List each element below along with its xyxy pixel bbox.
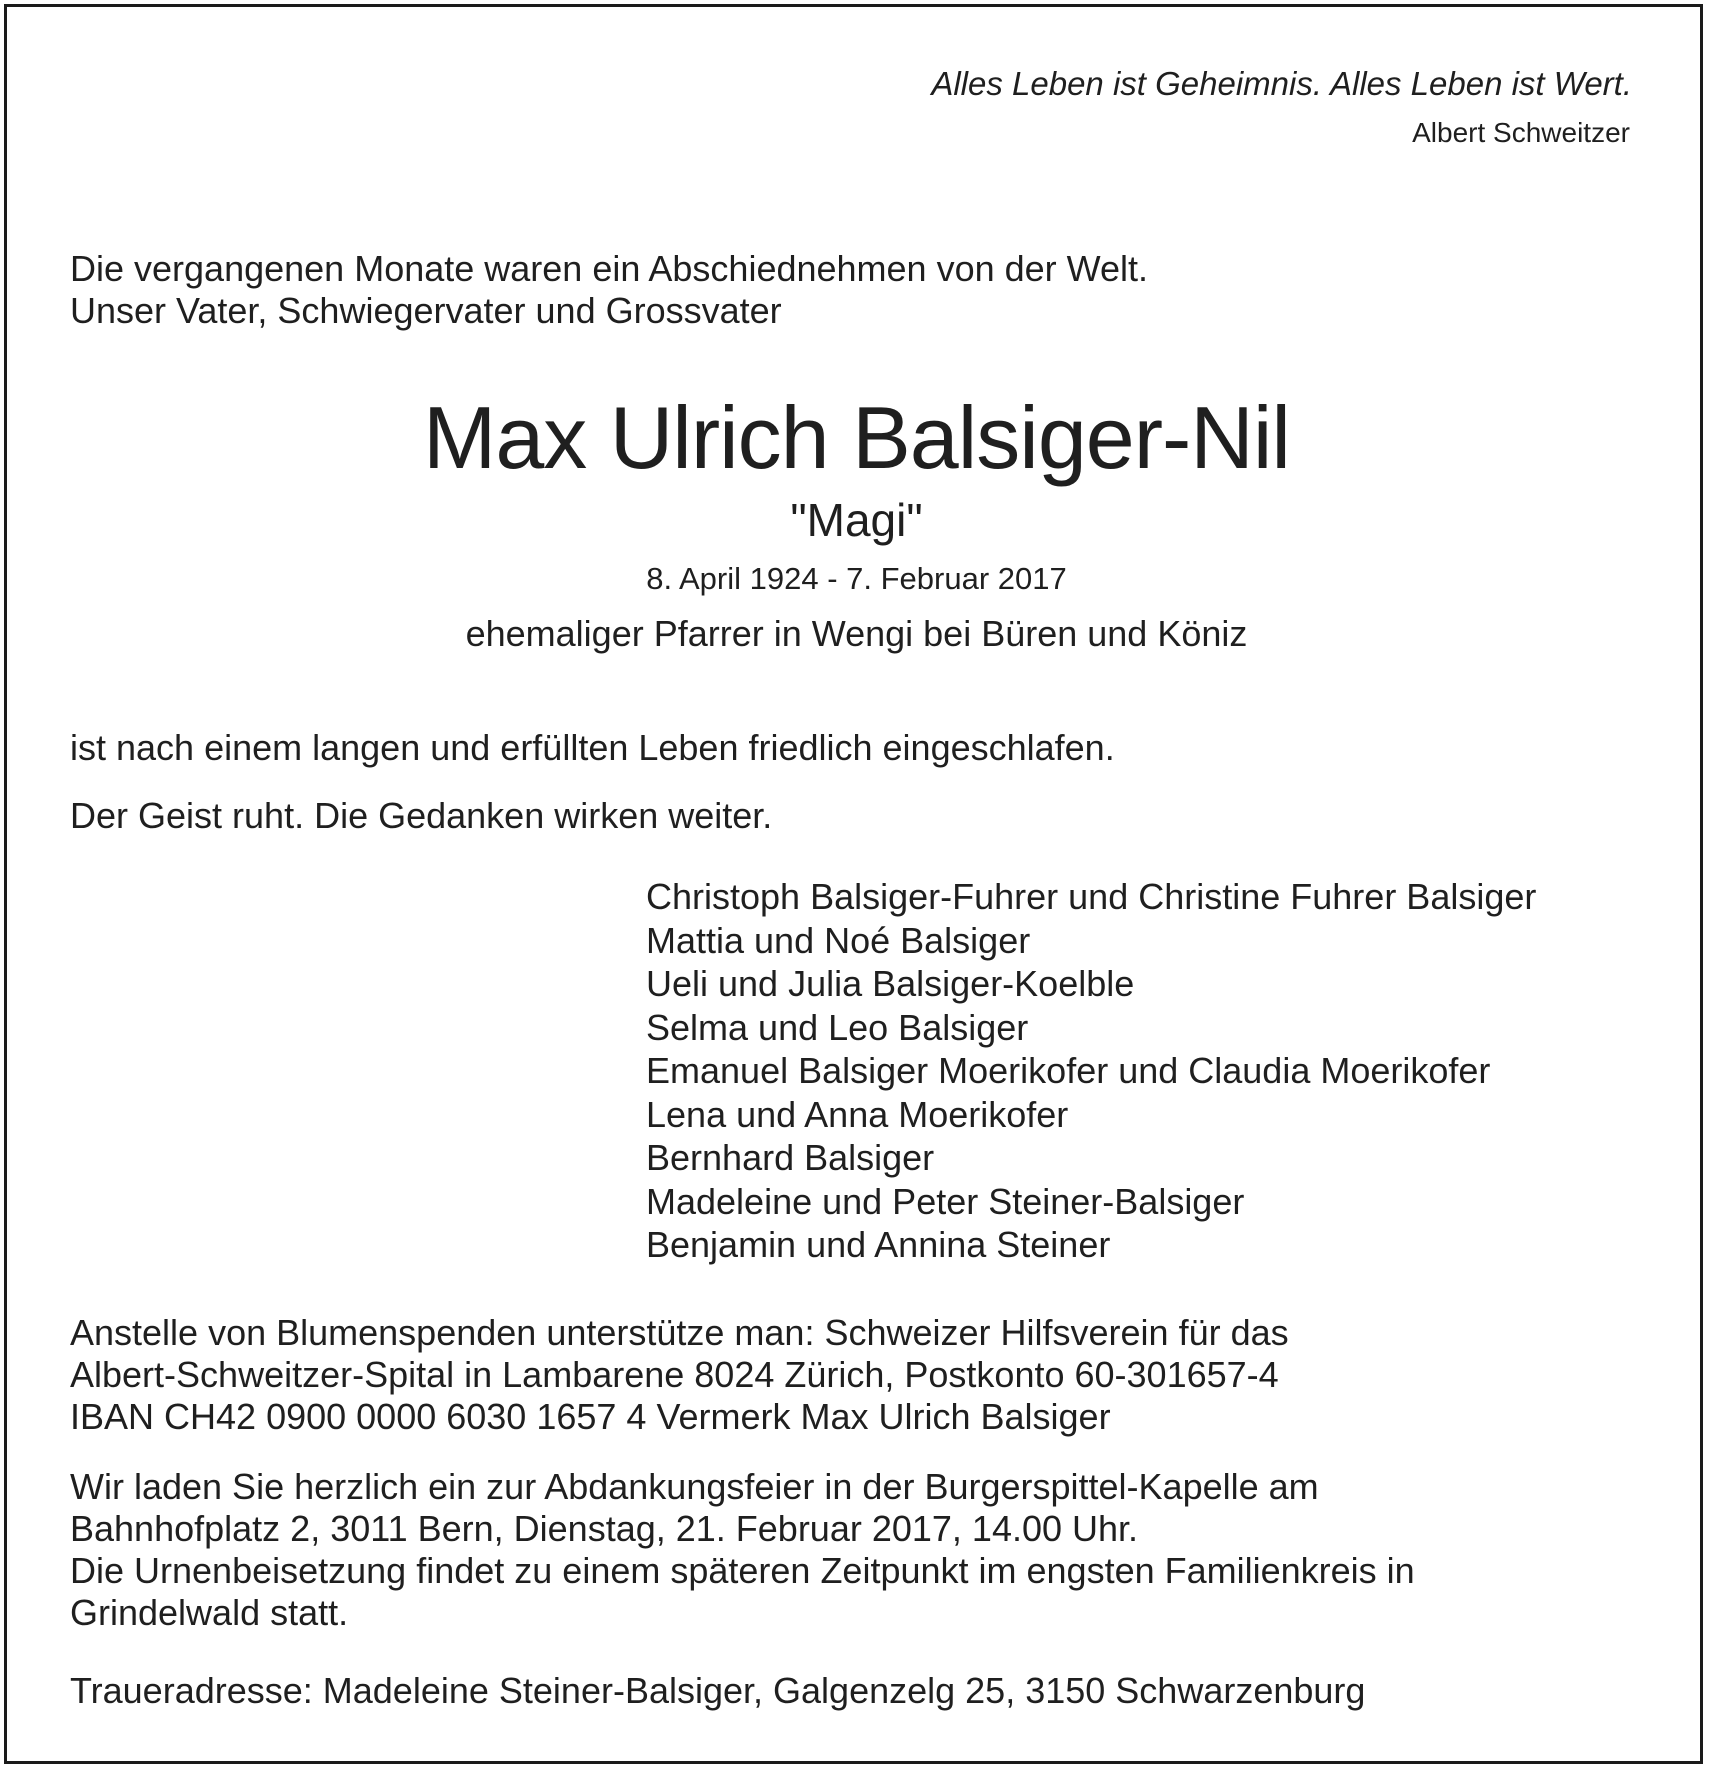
life-dates: 8. April 1924 - 7. Februar 2017 xyxy=(646,561,1067,596)
ceremony-line: Wir laden Sie herzlich ein zur Abdankungsfeier in der Burgerspittel-Kapelle am xyxy=(70,1466,1319,1507)
deceased-nickname: "Magi" xyxy=(790,494,923,546)
ceremony-line: Die Urnenbeisetzung findet zu einem späteren Zeitpunkt im engsten Familienkreis in xyxy=(70,1550,1415,1591)
mourning-address: Traueradresse: Madeleine Steiner-Balsiger, Galgenzelg 25, 3150 Schwarzenburg xyxy=(70,1670,1366,1711)
donation-paragraph xyxy=(70,1312,1289,1438)
intro-text xyxy=(70,248,1148,332)
ceremony-line: Grindelwald statt. xyxy=(70,1592,349,1633)
statement-peace: ist nach einem langen und erfüllten Leben friedlich eingeschlafen. xyxy=(70,727,1115,768)
statement-spirit: Der Geist ruht. Die Gedanken wirken weiter. xyxy=(70,795,773,836)
deceased-name: Max Ulrich Balsiger-Nil xyxy=(423,388,1290,487)
donation-line: Albert-Schweitzer-Spital in Lambarene 8024 Zürich, Postkonto 60-301657-4 xyxy=(70,1354,1279,1395)
mourner-entry: Emanuel Balsiger Moerikofer und Claudia Moerikofer xyxy=(646,1050,1491,1091)
mourner-entry: Christoph Balsiger-Fuhrer und Christine Fuhrer Balsiger xyxy=(646,876,1537,917)
donation-line: Anstelle von Blumenspenden unterstütze man: Schweizer Hilfsverein für das xyxy=(70,1312,1289,1353)
intro-line: Unser Vater, Schwiegervater und Grossvater xyxy=(70,290,782,331)
mourners-list xyxy=(646,875,1536,1267)
deceased-profession: ehemaliger Pfarrer in Wengi bei Büren und Köniz xyxy=(465,613,1248,654)
mourner-entry: Madeleine und Peter Steiner-Balsiger xyxy=(646,1180,1245,1222)
intro-line: Die vergangenen Monate waren ein Abschiednehmen von der Welt. xyxy=(70,248,1149,289)
mourner-entry: Bernhard Balsiger xyxy=(646,1137,935,1178)
mourner-entry: Mattia und Noé Balsiger xyxy=(646,919,1031,961)
mourner-entry: Ueli und Julia Balsiger-Koelble xyxy=(646,963,1135,1004)
ceremony-paragraph xyxy=(70,1466,1415,1634)
mourner-entry: Selma und Leo Balsiger xyxy=(646,1006,1029,1048)
motto-author: Albert Schweitzer xyxy=(1412,117,1630,148)
motto-quote: Alles Leben ist Geheimnis. Alles Leben ist Wert. xyxy=(931,65,1632,102)
ceremony-line: Bahnhofplatz 2, 3011 Bern, Dienstag, 21. Februar 2017, 14.00 Uhr. xyxy=(70,1508,1139,1549)
mourner-entry: Benjamin und Annina Steiner xyxy=(646,1224,1111,1265)
donation-line: IBAN CH42 0900 0000 6030 1657 4 Vermerk Max Ulrich Balsiger xyxy=(70,1396,1111,1437)
mourner-entry: Lena und Anna Moerikofer xyxy=(646,1093,1069,1135)
